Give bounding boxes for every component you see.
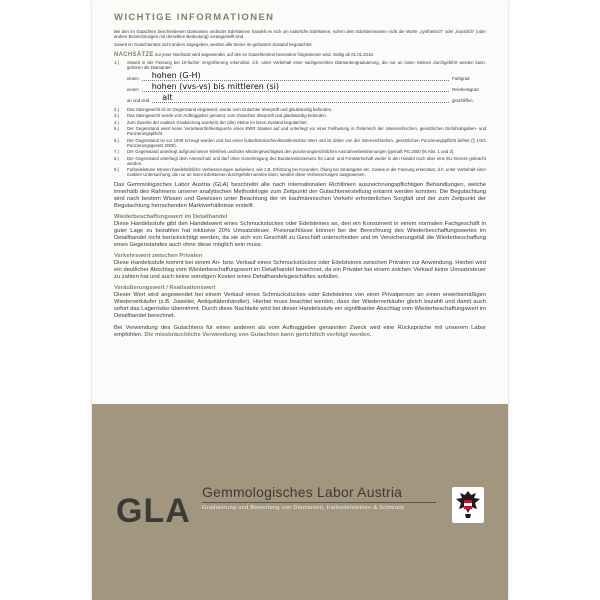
section-heading-verkehrswert: Verkehrswert zwischen Privaten bbox=[114, 253, 203, 260]
lab-tagline: Graduierung und Bewertung von Diamanten, Farbedelsteinen & Schmuck bbox=[202, 505, 405, 511]
fill-blank bbox=[142, 71, 449, 81]
section-heading-wiederbeschaffungswert: Wiederbeschaffungswert im Detailhandel bbox=[114, 214, 228, 221]
closing-note bbox=[114, 325, 486, 339]
page-title: WICHTIGE INFORMATIONEN bbox=[114, 12, 275, 23]
fill-prefix: einem bbox=[127, 76, 139, 82]
gla-logo: GLA bbox=[116, 492, 191, 530]
nachsatz-item bbox=[114, 167, 486, 177]
handwritten-color-grade: hohen (G-H) bbox=[151, 71, 201, 81]
info-content bbox=[114, 10, 486, 343]
fill-blank bbox=[152, 93, 449, 103]
fill-suffix: Farbgrad bbox=[452, 76, 470, 82]
fill-suffix: geschliffen. bbox=[452, 98, 474, 104]
item-number: 2.) bbox=[114, 107, 120, 113]
item-number: 1.) bbox=[114, 59, 120, 65]
item-text: Soweit in der Fassung bei 10-facher Vergrößerung erkennbar, d.h. unter Vorbehalt einer sachgerechten Diamantengraduierung, die nur an losen Steinen durchgeführt werden kann, gehören die Diamanten bbox=[127, 59, 486, 70]
closing-warning: Die missbräuchliche Verwendung von Gutachten kann gerichtlich verfolgt werden. bbox=[144, 332, 372, 339]
nachsatz-item-1 bbox=[114, 60, 486, 70]
fill-prefix: an und sind bbox=[127, 98, 150, 104]
fill-line-farbgrad bbox=[127, 71, 486, 81]
fill-blank bbox=[142, 82, 449, 92]
handwritten-cut: alt bbox=[162, 93, 173, 103]
item-text: Der Gegenstand unterliegt dem Artenschutz und darf ohne Genehmigung des Bundesministeriums für Land- und Forstwirtschaft weder in den Handel noch über eine EU-Grenze gebracht werden. bbox=[127, 155, 486, 166]
certificate-page bbox=[92, 0, 508, 600]
item-text: Das Steingewicht ist im Gegenstand eingraviert, wurde vom Gutachter überprüft und glaubwürdig befunden. bbox=[127, 107, 333, 113]
fill-line-reinheitsgrad bbox=[127, 82, 486, 92]
item-number: 9.) bbox=[114, 167, 120, 173]
handwritten-clarity-grade: hohen (vvs-vs) bis mittleren (si) bbox=[151, 82, 280, 92]
closing-text: Bei Verwendung des Gutachtens für einen anderen als vom Auftraggeber genannten Zweck wird eine Rückspräche mit unserem Labor empfohlen. bbox=[114, 325, 486, 339]
fill-suffix: Reinheitsgrad bbox=[452, 87, 479, 93]
nachsatz-item bbox=[114, 138, 486, 148]
section-heading-veraeusserungswert: Veräußerungswert / Realisationswert bbox=[114, 285, 216, 292]
item-number: 4.) bbox=[114, 119, 120, 125]
item-text: Farbedelsteine können handelsübliche Verbesserungen aufweisen, wie z.B. Erhitzung bei Korunden, Ölung bei Smaragden etc. Soweit in der Fassung erkennbar, d.h. unter Vorbehalt einer exakten Untersuchung, die nur an losen Edelsteinen durchgeführt werden kann, werden diese Verbesserungen ausgewiesen. bbox=[127, 167, 486, 178]
item-text: Der Gegenstand ist vor 1938 erzeugt worden und hat einen kulturhistorischen/künstlerischen Wert und ist daher von der österreichischen, gesetzlichen Punzierungspflicht befreit (§ 1/3/1 Punzierungsgesetz 2000). bbox=[127, 137, 486, 148]
nachsatz-item bbox=[114, 107, 486, 112]
nachsatz-item bbox=[114, 149, 486, 154]
footer-band bbox=[92, 404, 508, 600]
lab-name: Gemmologisches Labor Austria bbox=[202, 484, 403, 500]
section-text: Dieser Wert wird angewendet bei einem Verkauf eines Schmuckstückes oder Edelsteines von einer Privatperson an einen erwerbsmäßigen Wiederverkäufer (z.B. Juwelier, Antiquitätenhändler). Hierbei muss beachtet werden, dass der Wiederverkäufer gleich bezahlt und damit auch sofort das Lagerrisiko übernimmt. Durch diese Nachteile wird bei dieser Handelsstufe ein signifikanter Abschlag vom Wiederbeschaffungswert im Detailhandel berechnet. bbox=[114, 292, 486, 320]
brand-divider bbox=[202, 502, 436, 503]
item-number: 3.) bbox=[114, 113, 120, 119]
intro-paragraph-1: Bei den im Gutachten beschriebenen Diamanten und/oder Edelsteinen handelt es sich um natürliche Edelsteine, sofern dem Edelsteinnamen nicht die Worte „synthetisch“ oder „künstlich“ (oder andere Bezeichnungen mit derselben Bedeutung) vorangestellt sind. bbox=[114, 29, 486, 40]
nachsaetze-heading bbox=[114, 52, 486, 58]
item-number: 6.) bbox=[114, 137, 120, 143]
item-text: Der Gegenstand unterliegt aufgrund seiner Kleinheit und/oder Mindergewichtigkeit den punzierungsrechtlichen Ausnahmebestimmungen (gemäß PG 2000 §6 Abs. 1 und 2). bbox=[127, 149, 455, 155]
item-text: Das Steingewicht wurde vom Auftraggeber genannt, vom Gutachter überprüft und glaubwürdig befunden. bbox=[127, 113, 327, 119]
intro-paragraph-2: Soweit im Gutachtentext nicht anders angegeben, werden alle Steine im gefassten Zustand begutachtet. bbox=[114, 42, 313, 48]
item-number: 8.) bbox=[114, 155, 120, 161]
section-text: Diese Handelsstufe kommt bei einem An- bzw. Verkauf eines Schmuckstückes oder Edelsteines zwischen Privaten zur Anwendung. Hierbei wird ein deutlicher Abschlag vom Wiederbeschaffungswert im Detailhandel berechnet, da ein Privater bei einem solchen Verkauf keine Umsatzsteuer zu zahlen hat und auch keine sonstigen Kosten eines Detailhandelsgeschäftes anfallen. bbox=[114, 260, 486, 281]
austrian-eagle-icon bbox=[452, 487, 484, 523]
section-text: Diese Handelsstufe gibt den Handelswert eines Schmuckstückes oder Edelsteines an, den ein Konsument in einem normalen Fachgeschäft in guter Lage zu bezahlen hat inklusive 20% Umsatzsteuer. Preisnachlässe können bei der Berechnung des Wiederbeschaffungswertes im Detailhandel nicht berücksichtigt werden, da sie sich von Geschäft zu Geschäft unterscheiden und im Versicherungsfall die Wiederbeschaffung eines Gegenstandes auch ohne diese möglich sein muss. bbox=[114, 221, 486, 249]
item-number: 5.) bbox=[114, 126, 120, 132]
gla-statement: Das Gemmologisches Labor Austria (GLA) beschreibt alle nach internationalen Richtlinien auszeichnungspflichtigen Behandlungen, welche innerhalb des Rahmens unserer analytischen Methodologie zum Zeitpunkt der Gutachtenerstellung erkannt werden konnten. Die Begutachtung wird nach bestem Wissen und Gewissen unter Beachtung der im kaufmännischen Verkehr erforderlichen Sorgfalt und der zum Zeitpunkt der Begutachtung herrschenden Marktverhältnisse erstellt. bbox=[114, 182, 486, 210]
nachsatz-item bbox=[114, 113, 486, 118]
item-text: Der Gegenstand weist keine Verantwortlichkeitspunze eines EWR Staates auf und unterliegt vor einer Feilbietung in Österreich der österreichischen, gesetzlichen Einfuhrabgaben- und Punzierungspflicht. bbox=[127, 126, 486, 137]
item-number: 7.) bbox=[114, 149, 120, 155]
nachsaetze-note: nur jener Nachsatz wird angewendet, auf den im Gutachtentext besonders hingewiesen wird. Gültig ab 01.01.2018. bbox=[153, 51, 374, 57]
nachsaetze-label: NACHSÄTZE bbox=[114, 51, 154, 58]
nachsatz-item bbox=[114, 120, 486, 125]
item-text: Zum Zwecke der exakten Graduierung wurde(n) der (die) Steine im losen Zustand begutachtet. bbox=[127, 119, 308, 125]
fill-line-schliff bbox=[127, 93, 486, 103]
nachsatz-item bbox=[114, 156, 486, 166]
nachsatz-item bbox=[114, 126, 486, 136]
fill-prefix: einem bbox=[127, 87, 139, 93]
